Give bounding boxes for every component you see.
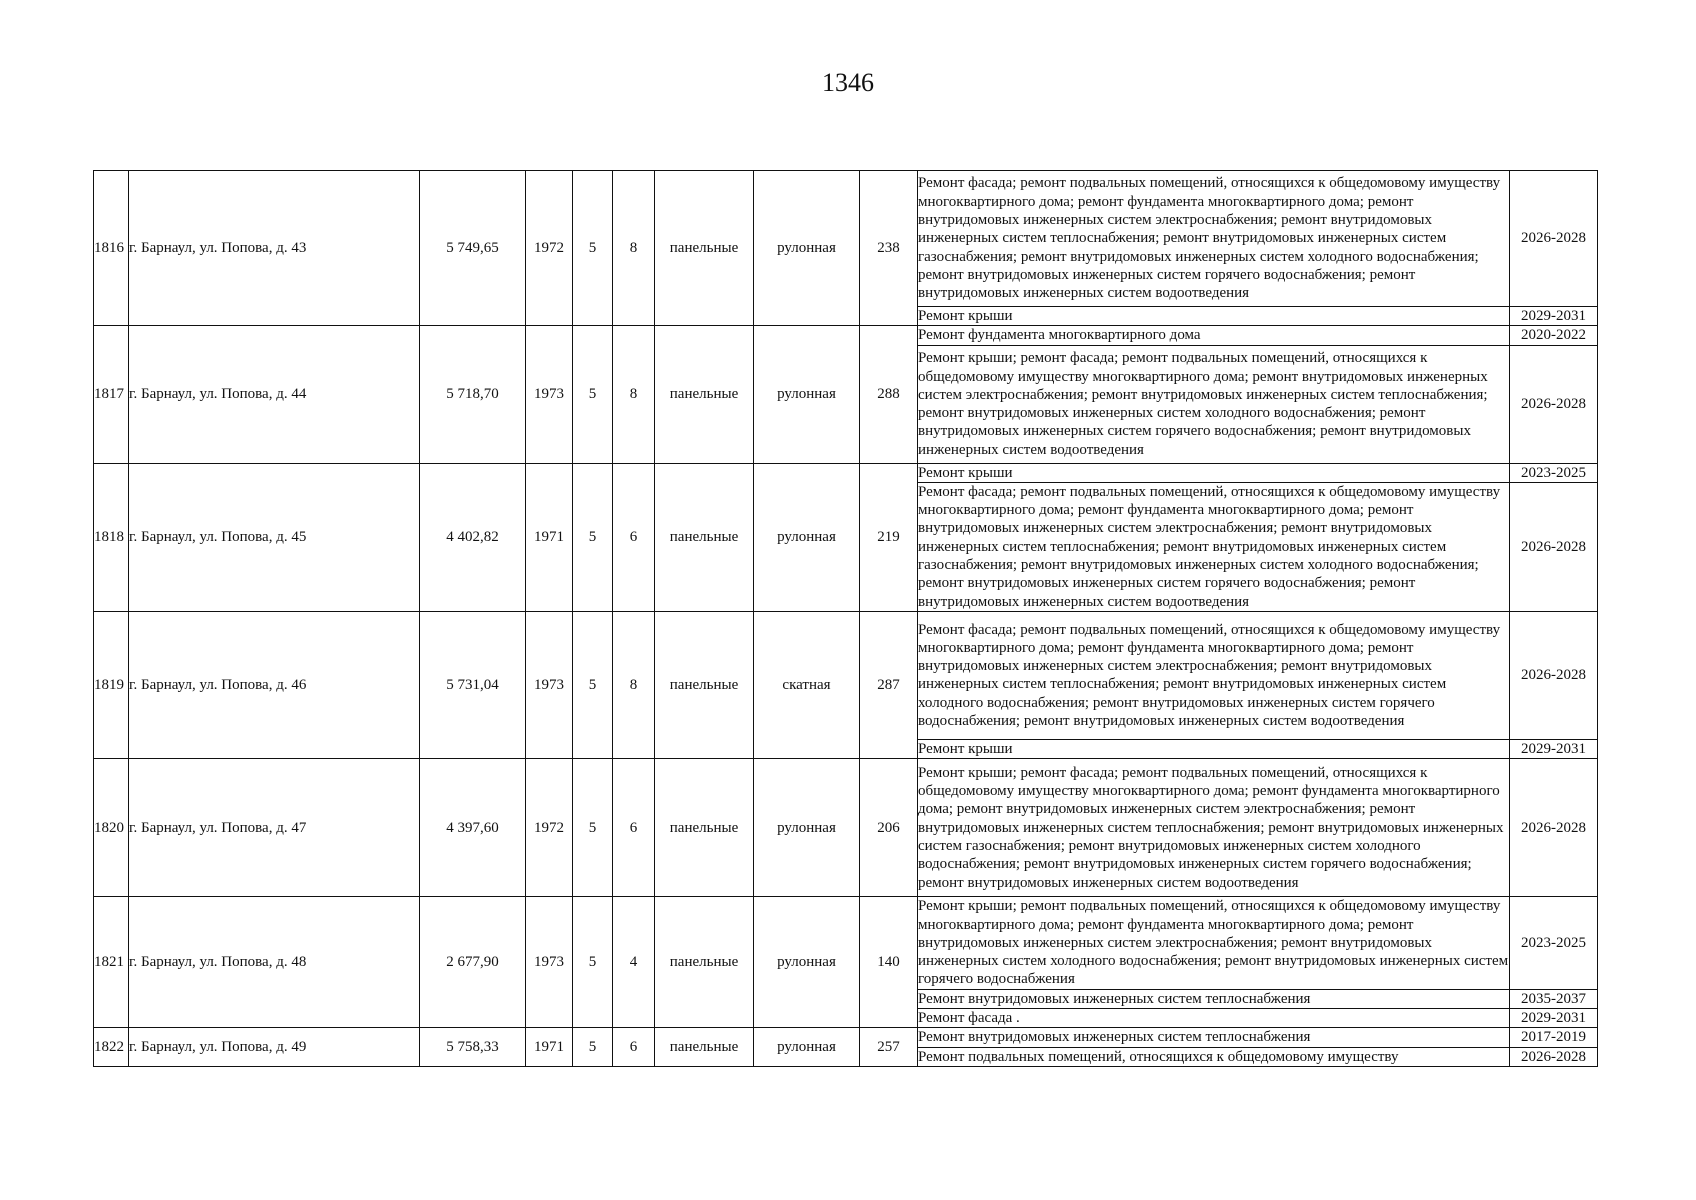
residents-count: 257 xyxy=(860,1028,918,1067)
roof-type: рулонная xyxy=(754,463,860,611)
work-period: 2029-2031 xyxy=(1510,739,1598,758)
work-period: 2026-2028 xyxy=(1510,611,1598,739)
wall-material: панельные xyxy=(655,326,754,463)
area-cell: 5 731,04 xyxy=(420,611,526,758)
address-cell: г. Барнаул, ул. Попова, д. 47 xyxy=(129,759,420,897)
work-period: 2026-2028 xyxy=(1510,759,1598,897)
table-row xyxy=(94,1028,1598,1047)
floors-count: 5 xyxy=(573,463,613,611)
area-cell: 4 402,82 xyxy=(420,463,526,611)
work-description: Ремонт фасада; ремонт подвальных помещений, относящихся к общедомовому имуществу многоквартирного дома; ремонт фундамента многоквартирного дома; ремонт внутридомовых инженерных систем электроснабжения; ремонт внутридомовых инженерных систем теплоснабжения; ремонт внутридомовых инженерных систем газоснабжения; ремонт внутридомовых инженерных систем холодного водоснабжения; ремонт внутридомовых инженерных систем горячего водоснабжения; ремонт внутридомовых инженерных систем водоотведения xyxy=(918,171,1510,307)
entrances-count: 8 xyxy=(613,326,655,463)
roof-type: рулонная xyxy=(754,897,860,1028)
residents-count: 287 xyxy=(860,611,918,758)
work-period: 2029-2031 xyxy=(1510,1009,1598,1028)
wall-material: панельные xyxy=(655,611,754,758)
address-cell: г. Барнаул, ул. Попова, д. 49 xyxy=(129,1028,420,1067)
year-built: 1971 xyxy=(526,463,573,611)
entrances-count: 4 xyxy=(613,897,655,1028)
year-built: 1973 xyxy=(526,326,573,463)
wall-material: панельные xyxy=(655,1028,754,1067)
area-cell: 5 749,65 xyxy=(420,171,526,326)
work-period: 2026-2028 xyxy=(1510,345,1598,463)
row-number: 1818 xyxy=(94,463,129,611)
floors-count: 5 xyxy=(573,326,613,463)
residents-count: 288 xyxy=(860,326,918,463)
row-number: 1819 xyxy=(94,611,129,758)
work-description: Ремонт подвальных помещений, относящихся к общедомовому имуществу xyxy=(918,1047,1510,1066)
row-number: 1817 xyxy=(94,326,129,463)
roof-type: рулонная xyxy=(754,1028,860,1067)
roof-type: рулонная xyxy=(754,171,860,326)
area-cell: 4 397,60 xyxy=(420,759,526,897)
floors-count: 5 xyxy=(573,611,613,758)
work-description: Ремонт крыши xyxy=(918,739,1510,758)
year-built: 1973 xyxy=(526,897,573,1028)
residents-count: 219 xyxy=(860,463,918,611)
work-description: Ремонт фасада . xyxy=(918,1009,1510,1028)
work-description: Ремонт фундамента многоквартирного дома xyxy=(918,326,1510,345)
work-period: 2023-2025 xyxy=(1510,897,1598,989)
area-cell: 5 718,70 xyxy=(420,326,526,463)
row-number: 1820 xyxy=(94,759,129,897)
year-built: 1972 xyxy=(526,759,573,897)
housing-repair-table xyxy=(93,170,1598,1067)
table-row xyxy=(94,326,1598,345)
floors-count: 5 xyxy=(573,171,613,326)
floors-count: 5 xyxy=(573,897,613,1028)
row-number: 1816 xyxy=(94,171,129,326)
row-number: 1821 xyxy=(94,897,129,1028)
work-period: 2035-2037 xyxy=(1510,989,1598,1008)
work-period: 2026-2028 xyxy=(1510,1047,1598,1066)
work-description: Ремонт крыши xyxy=(918,463,1510,482)
residents-count: 206 xyxy=(860,759,918,897)
work-period: 2020-2022 xyxy=(1510,326,1598,345)
roof-type: рулонная xyxy=(754,326,860,463)
floors-count: 5 xyxy=(573,1028,613,1067)
area-cell: 5 758,33 xyxy=(420,1028,526,1067)
roof-type: рулонная xyxy=(754,759,860,897)
work-period: 2017-2019 xyxy=(1510,1028,1598,1047)
year-built: 1972 xyxy=(526,171,573,326)
address-cell: г. Барнаул, ул. Попова, д. 48 xyxy=(129,897,420,1028)
roof-type: скатная xyxy=(754,611,860,758)
work-period: 2029-2031 xyxy=(1510,307,1598,326)
work-description: Ремонт крыши; ремонт фасада; ремонт подвальных помещений, относящихся к общедомовому имуществу многоквартирного дома; ремонт внутридомовых инженерных систем электроснабжения; ремонт внутридомовых инженерных систем теплоснабжения; ремонт внутридомовых инженерных систем холодного водоснабжения; ремонт внутридомовых инженерных систем горячего водоснабжения; ремонт внутридомовых инженерных систем водоотведения xyxy=(918,345,1510,463)
work-description: Ремонт крыши; ремонт фасада; ремонт подвальных помещений, относящихся к общедомовому имуществу многоквартирного дома; ремонт фундамента многоквартирного дома; ремонт внутридомовых инженерных систем электроснабжения; ремонт внутридомовых инженерных систем теплоснабжения; ремонт внутридомовых инженерных систем газоснабжения; ремонт внутридомовых инженерных систем холодного водоснабжения; ремонт внутридомовых инженерных систем горячего водоснабжения; ремонт внутридомовых инженерных систем водоотведения xyxy=(918,759,1510,897)
entrances-count: 8 xyxy=(613,611,655,758)
table-row xyxy=(94,171,1598,307)
table-row xyxy=(94,463,1598,482)
work-period: 2026-2028 xyxy=(1510,171,1598,307)
work-description: Ремонт внутридомовых инженерных систем теплоснабжения xyxy=(918,989,1510,1008)
row-number: 1822 xyxy=(94,1028,129,1067)
area-cell: 2 677,90 xyxy=(420,897,526,1028)
entrances-count: 6 xyxy=(613,1028,655,1067)
work-description: Ремонт фасада; ремонт подвальных помещений, относящихся к общедомовому имуществу многоквартирного дома; ремонт фундамента многоквартирного дома; ремонт внутридомовых инженерных систем электроснабжения; ремонт внутридомовых инженерных систем теплоснабжения; ремонт внутридомовых инженерных систем газоснабжения; ремонт внутридомовых инженерных систем холодного водоснабжения; ремонт внутридомовых инженерных систем горячего водоснабжения; ремонт внутридомовых инженерных систем водоотведения xyxy=(918,482,1510,611)
floors-count: 5 xyxy=(573,759,613,897)
work-description: Ремонт крыши; ремонт подвальных помещений, относящихся к общедомовому имуществу многоквартирного дома; ремонт фундамента многоквартирного дома; ремонт внутридомовых инженерных систем электроснабжения; ремонт внутридомовых инженерных систем холодного водоснабжения; ремонт внутридомовых инженерных систем горячего водоснабжения xyxy=(918,898,1509,988)
year-built: 1971 xyxy=(526,1028,573,1067)
table-row xyxy=(94,897,1598,989)
entrances-count: 6 xyxy=(613,759,655,897)
entrances-count: 8 xyxy=(613,171,655,326)
residents-count: 238 xyxy=(860,171,918,326)
work-description: Ремонт внутридомовых инженерных систем теплоснабжения xyxy=(918,1028,1510,1047)
work-description: Ремонт крыши xyxy=(918,307,1510,326)
work-period: 2023-2025 xyxy=(1510,463,1598,482)
address-cell: г. Барнаул, ул. Попова, д. 43 xyxy=(129,171,420,326)
wall-material: панельные xyxy=(655,897,754,1028)
table-row xyxy=(94,611,1598,739)
wall-material: панельные xyxy=(655,759,754,897)
address-cell: г. Барнаул, ул. Попова, д. 45 xyxy=(129,463,420,611)
wall-material: панельные xyxy=(655,171,754,326)
wall-material: панельные xyxy=(655,463,754,611)
residents-count: 140 xyxy=(860,897,918,1028)
address-cell: г. Барнаул, ул. Попова, д. 46 xyxy=(129,611,420,758)
work-period: 2026-2028 xyxy=(1510,482,1598,611)
year-built: 1973 xyxy=(526,611,573,758)
work-description: Ремонт фасада; ремонт подвальных помещений, относящихся к общедомовому имуществу многоквартирного дома; ремонт фундамента многоквартирного дома; ремонт внутридомовых инженерных систем электроснабжения; ремонт внутридомовых инженерных систем теплоснабжения; ремонт внутридомовых инженерных систем холодного водоснабжения; ремонт внутридомовых инженерных систем горячего водоснабжения; ремонт внутридомовых инженерных систем водоотведения xyxy=(918,611,1510,739)
page-number: 1346 xyxy=(822,68,874,97)
table-row xyxy=(94,759,1598,897)
entrances-count: 6 xyxy=(613,463,655,611)
address-cell: г. Барнаул, ул. Попова, д. 44 xyxy=(129,326,420,463)
